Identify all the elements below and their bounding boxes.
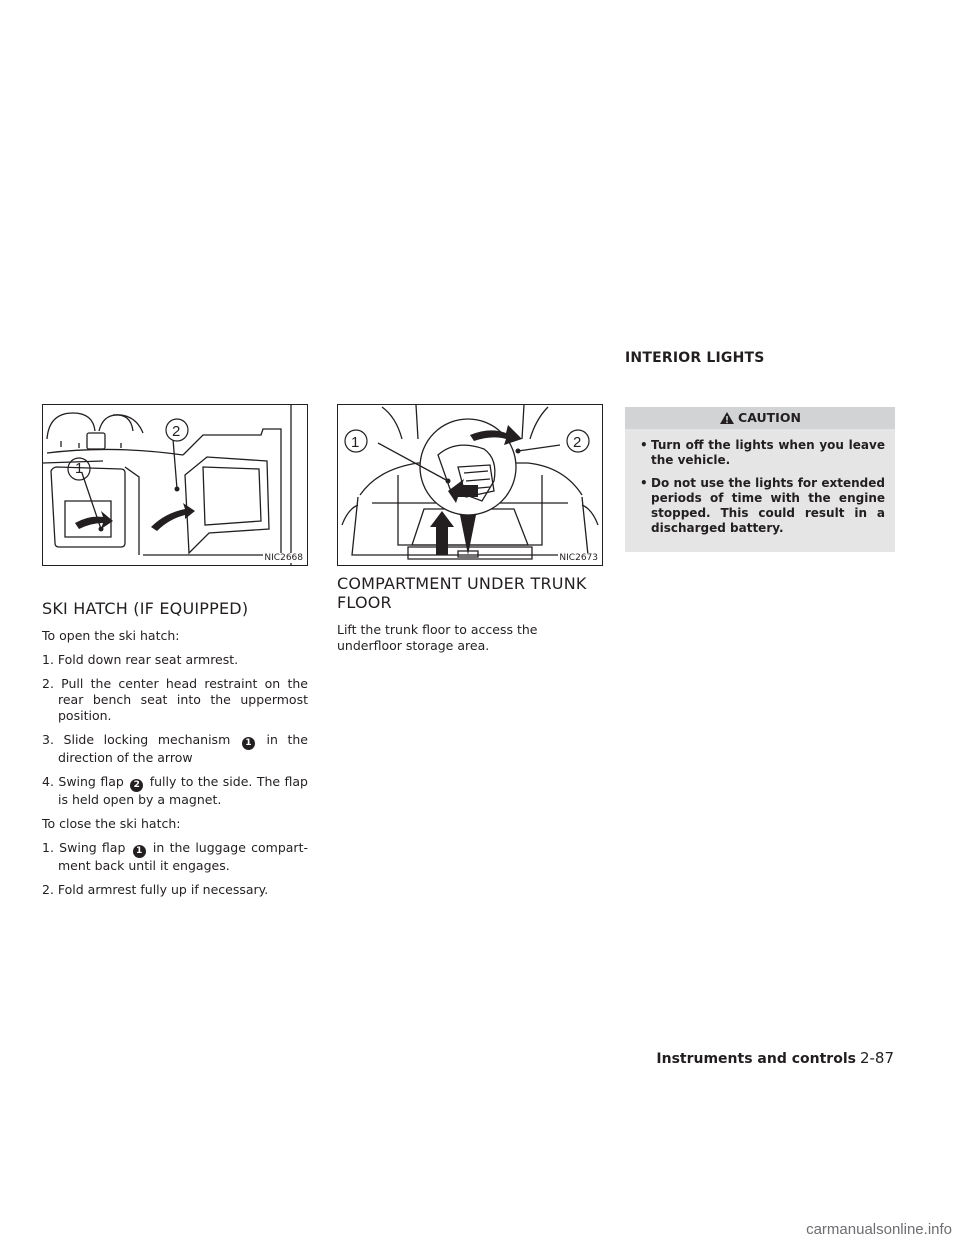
warning-triangle-icon	[719, 410, 735, 432]
caution-header	[625, 407, 895, 429]
figure-code: NIC2673	[559, 553, 598, 563]
footer-section: Instruments and controls	[656, 1051, 856, 1067]
callout-ref-1: 1	[133, 845, 146, 858]
open-intro: To open the ski hatch:	[42, 628, 180, 643]
callout-ref-1: 1	[242, 737, 255, 750]
open-step-2: 2. Pull the center head restraint on the rear bench seat into the uppermost position.	[42, 676, 308, 723]
open-step-4: 4. Swing flap 2 fully to the side. The flap is held open by a magnet.	[42, 774, 308, 807]
watermark: carmanualsonline.info	[806, 1221, 952, 1238]
ski-hatch-figure	[42, 404, 308, 566]
compartment-body: Lift the trunk floor to access the underfloor storage area.	[337, 622, 538, 653]
callout-ref-2: 2	[130, 779, 143, 792]
trunk-floor-illustration	[338, 405, 602, 565]
close-intro: To close the ski hatch:	[42, 816, 181, 831]
ski-hatch-illustration	[43, 405, 307, 565]
page-footer	[656, 1049, 894, 1067]
page-number: 2-87	[859, 1049, 894, 1067]
caution-item: • Do not use the lights for extended periods of time with the engine stopped. This could result in a discharged battery.	[635, 476, 885, 536]
section-title: INTERIOR LIGHTS	[625, 350, 765, 366]
compartment-section	[337, 574, 603, 662]
caution-list	[625, 429, 895, 552]
callout-1: 1	[351, 434, 360, 451]
figure-code: NIC2668	[264, 553, 303, 563]
ski-hatch-section	[42, 599, 308, 906]
trunk-floor-figure	[337, 404, 603, 566]
caution-item: • Turn off the lights when you leave the vehicle.	[635, 438, 885, 468]
open-step-1: 1. Fold down rear seat armrest.	[42, 652, 239, 667]
ski-hatch-heading: SKI HATCH (IF EQUIPPED)	[42, 599, 249, 618]
callout-2: 2	[172, 423, 181, 440]
close-step-1: 1. Swing flap 1 in the luggage compartment back until it engages.	[42, 840, 308, 873]
close-step-2: 2. Fold armrest fully up if necessary.	[42, 882, 269, 897]
callout-2: 2	[573, 434, 582, 451]
callout-1: 1	[75, 460, 84, 477]
compartment-heading: COMPARTMENT UNDER TRUNK FLOOR	[337, 574, 587, 612]
caution-box	[625, 407, 895, 552]
open-step-3: 3. Slide locking mechanism 1 in the direction of the arrow	[42, 732, 308, 765]
caution-title: CAUTION	[738, 410, 801, 425]
